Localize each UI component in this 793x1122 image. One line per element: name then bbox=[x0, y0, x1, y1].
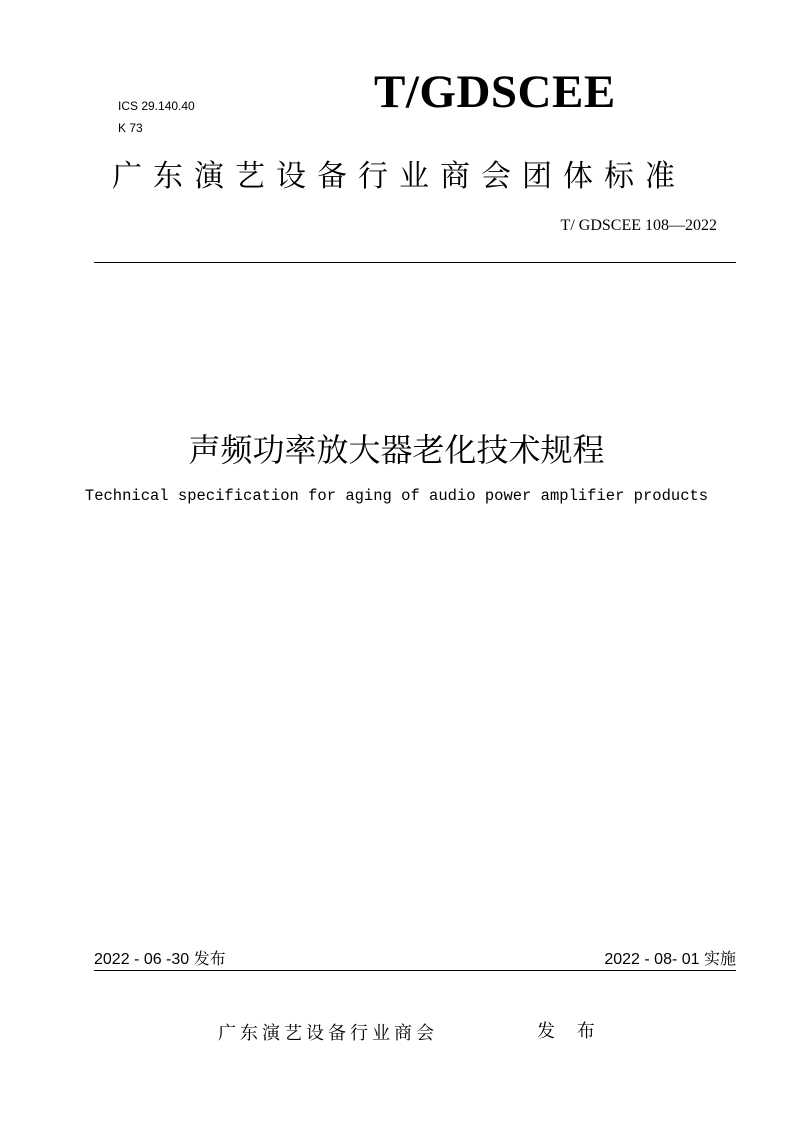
implement-date: 2022 - 08- 01 实施 bbox=[604, 951, 736, 968]
publish-label: 发 布 bbox=[537, 1021, 603, 1042]
publisher-name: 广东演艺设备行业商会 bbox=[218, 1023, 438, 1044]
publish-date: 2022 - 06 -30 发布 bbox=[94, 951, 226, 968]
organization-title: 广东演艺设备行业商会团体标准 bbox=[112, 159, 686, 194]
document-title-en: Technical specification for aging of audio power amplifier products bbox=[84, 487, 709, 505]
standard-code: T/GDSCEE bbox=[374, 66, 616, 118]
ics-code: ICS 29.140.40 bbox=[118, 99, 195, 113]
header-divider bbox=[94, 262, 736, 263]
document-number: T/ GDSCEE 108—2022 bbox=[560, 217, 717, 234]
ccs-code: K 73 bbox=[118, 121, 143, 135]
footer-divider bbox=[94, 970, 736, 971]
document-title-cn: 声频功率放大器老化技术规程 bbox=[188, 431, 605, 469]
